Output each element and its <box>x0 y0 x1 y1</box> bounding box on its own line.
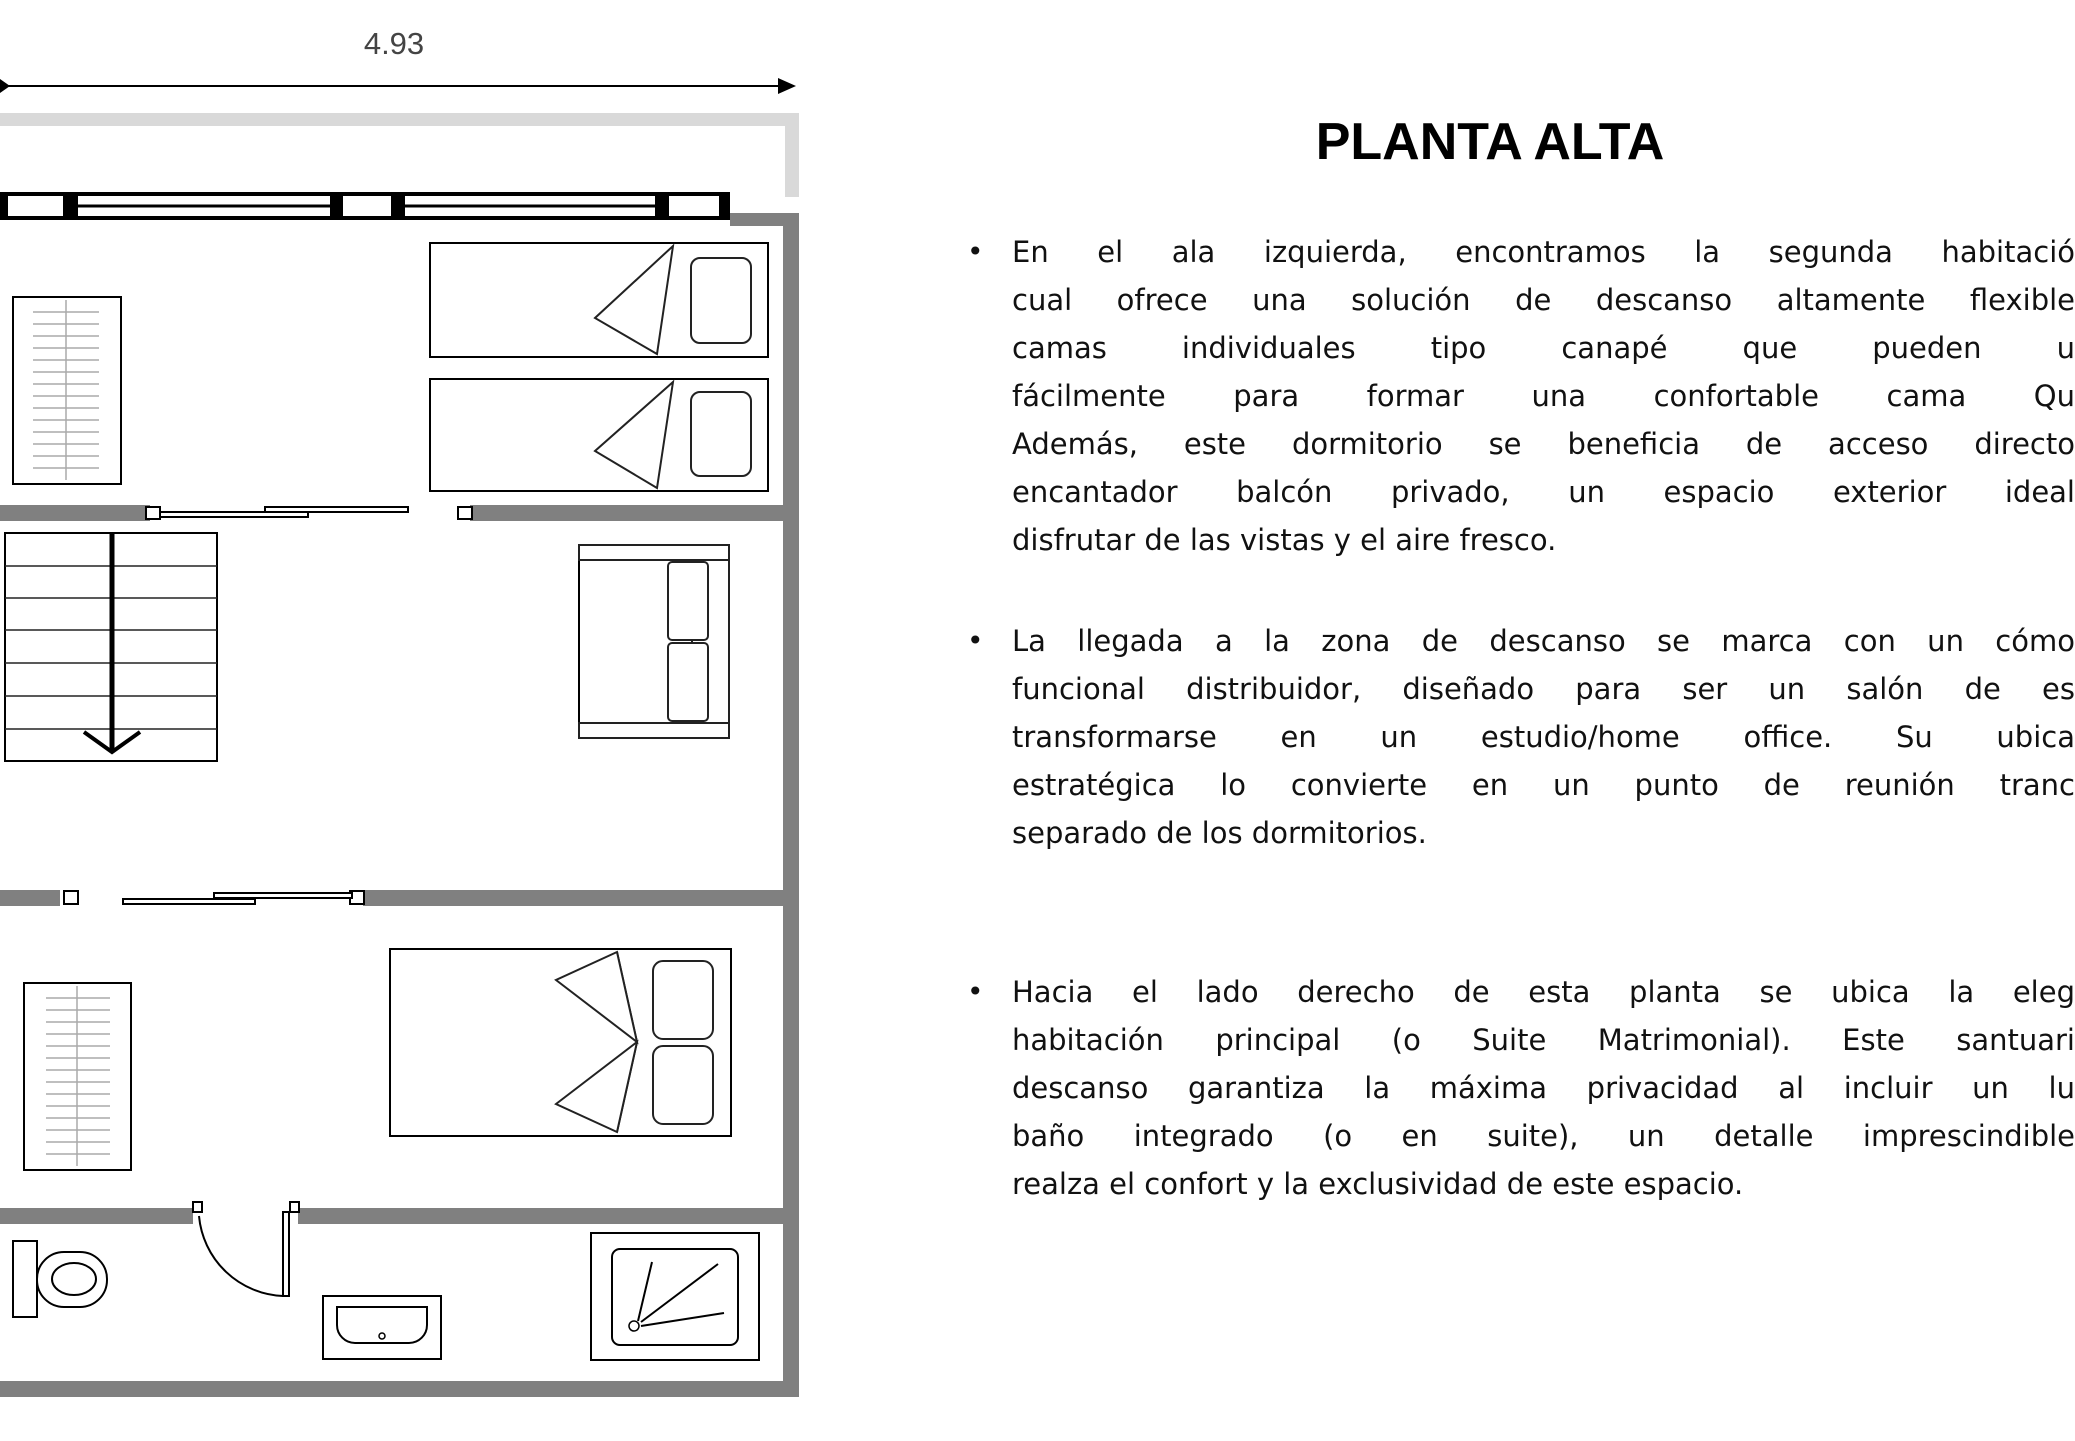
sliding-door-master <box>64 891 364 904</box>
paragraph-line: disfrutar de las vistas y el aire fresco. <box>1012 523 1557 557</box>
paragraph-bedroom2: • En el ala izquierda, encontramos la segunda habitació cual ofrece una solución de descanso altamente flexible camas individuales tipo canapé que pueden u fácilmente para formar una confortable cama Qu Además, este dormitorio se beneficia de acceso directo encantador balcón privado, un espacio exterior ideal disfrutar de las vistas y el aire fresco. <box>955 228 2075 564</box>
double-bed <box>390 949 731 1136</box>
balcony <box>0 113 799 197</box>
sofa <box>579 545 729 738</box>
paragraph-line: separado de los dormitorios. <box>1012 816 1427 850</box>
paragraph-distribuidor: • La llegada a la zona de descanso se marca con un cómo funcional distribuidor, diseñado para ser un salón de es transformarse en un estudio/home office. Su ubica estratégica lo convierte en un punto de reunión tranc separado de los dormitorios. <box>955 617 2075 857</box>
paragraph-line: cual ofrece una solución de descanso altamente flexible <box>1012 283 2075 317</box>
paragraph-line: fácilmente para formar una confortable cama Qu <box>1012 379 2075 413</box>
description <box>955 228 2075 1208</box>
sink-icon <box>323 1296 441 1359</box>
balcony-window <box>0 192 730 220</box>
page-title: PLANTA ALTA <box>1315 113 1665 171</box>
paragraph-line: funcional distribuidor, diseñado para ser un salón de es <box>1012 672 2075 706</box>
shower-icon <box>591 1233 759 1360</box>
paragraph-line: estratégica lo convierte en un punto de reunión tranc <box>1012 768 2075 802</box>
paragraph-line: descanso garantiza la máxima privacidad al incluir un lu <box>1012 1071 2075 1105</box>
wardrobe-master <box>24 983 131 1170</box>
dimension-line <box>0 78 796 94</box>
paragraph-line: En el ala izquierda, encontramos la segunda habitació <box>1012 235 2075 269</box>
wardrobe-bedroom2 <box>13 297 121 484</box>
paragraph-line: Hacia el lado derecho de esta planta se ubica la eleg <box>1012 975 2075 1009</box>
paragraph-line: camas individuales tipo canapé que pueden u <box>1012 331 2075 365</box>
bathroom-door <box>193 1202 299 1296</box>
paragraph-line: baño integrado (o en suite), un detalle imprescindible <box>1012 1119 2075 1153</box>
paragraph-line: realza el confort y la exclusividad de este espacio. <box>1012 1167 1744 1201</box>
staircase <box>5 533 217 761</box>
paragraph-line: transformarse en un estudio/home office. Su ubica <box>1012 720 2075 754</box>
sliding-door-bedroom2 <box>146 507 472 519</box>
paragraph-line: La llegada a la zona de descanso se marca con un cómo <box>1012 624 2075 658</box>
paragraph-line: habitación principal (o Suite Matrimonial). Este santuari <box>1012 1023 2075 1057</box>
dimension-label: 4.93 <box>363 26 425 61</box>
single-bed-1 <box>430 243 768 357</box>
floor-plan <box>0 0 800 1441</box>
single-bed-2 <box>430 379 768 491</box>
toilet-icon <box>13 1241 107 1317</box>
paragraph-line: Además, este dormitorio se beneficia de acceso directo <box>1012 427 2075 461</box>
paragraph-master-suite: • Hacia el lado derecho de esta planta se ubica la eleg habitación principal (o Suite Matrimonial). Este santuari descanso garantiza la máxima privacidad al incluir un lu baño integrado (o en suite), un detalle imprescindible realza el confort y la exclusividad de este espacio. <box>955 968 2075 1208</box>
paragraph-line: encantador balcón privado, un espacio exterior ideal <box>1012 475 2075 509</box>
